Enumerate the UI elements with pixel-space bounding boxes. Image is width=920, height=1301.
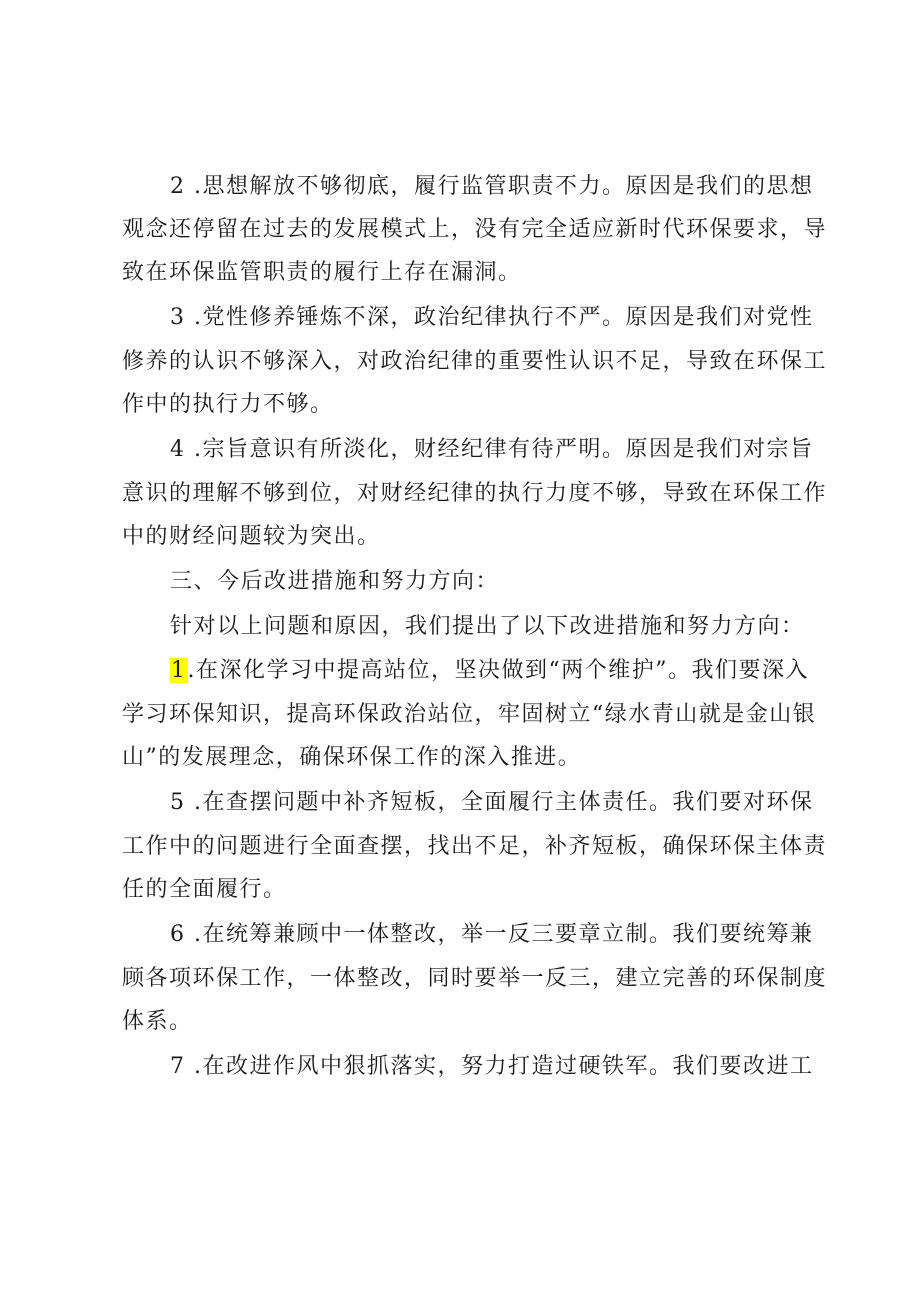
text-line: 顾各项环保工作，一体整改，同时要举一反三，建立完善的环保制度 [122, 966, 828, 991]
text-line: 针对以上问题和原因，我们提出了以下改进措施和努力方向： [170, 614, 805, 639]
text-line: 观念还停留在过去的发展模式上，没有完全适应新时代环保要求，导 [122, 217, 828, 242]
text-line-highlighted [170, 656, 809, 686]
text-line: 3 .党性修养锤炼不深，政治纪律执行不严。原因是我们对党性 [170, 305, 814, 330]
text-line: 学习环保知识，提高环保政治站位，牢固树立“绿水青山就是金山银 [122, 702, 817, 727]
text-line: 4 .宗旨意识有所淡化，财经纪律有待严明。原因是我们对宗旨 [170, 437, 814, 462]
text-line: 7 .在改进作风中狠抓落实，努力打造过硬铁军。我们要改进工 [170, 1054, 814, 1079]
text-line: 意识的理解不够到位，对财经纪律的执行力度不够，导致在环保工作 [122, 481, 828, 506]
text-line: 山”的发展理念，确保环保工作的深入推进。 [122, 745, 582, 770]
text-line: 体系。 [122, 1009, 193, 1034]
text-line: 工作中的问题进行全面查摆，找出不足，补齐短板，确保环保主体责 [122, 834, 828, 859]
section-heading: 三、今后改进措施和努力方向： [170, 569, 500, 594]
highlighted-number: 1 [171, 658, 187, 683]
text-line: 中的财经问题较为突出。 [122, 524, 381, 549]
text-line: 致在环保监管职责的履行上存在漏洞。 [122, 260, 522, 285]
text-line: 2 .思想解放不够彻底，履行监管职责不力。原因是我们的思想 [170, 174, 814, 199]
text-line: 作中的执行力不够。 [122, 392, 334, 417]
text-line: 5 .在查摆问题中补齐短板，全面履行主体责任。我们要对环保 [170, 790, 814, 815]
text-line: 修养的认识不够深入，对政治纪律的重要性认识不足，导致在环保工 [122, 349, 828, 374]
text-line: 6 .在统筹兼顾中一体整改，举一反三要章立制。我们要统筹兼 [170, 922, 814, 947]
text-line: 任的全面履行。 [122, 877, 287, 902]
highlighted-line-rest: .在深化学习中提高站位，坚决做到“两个维护”。我们要深入 [187, 658, 809, 683]
